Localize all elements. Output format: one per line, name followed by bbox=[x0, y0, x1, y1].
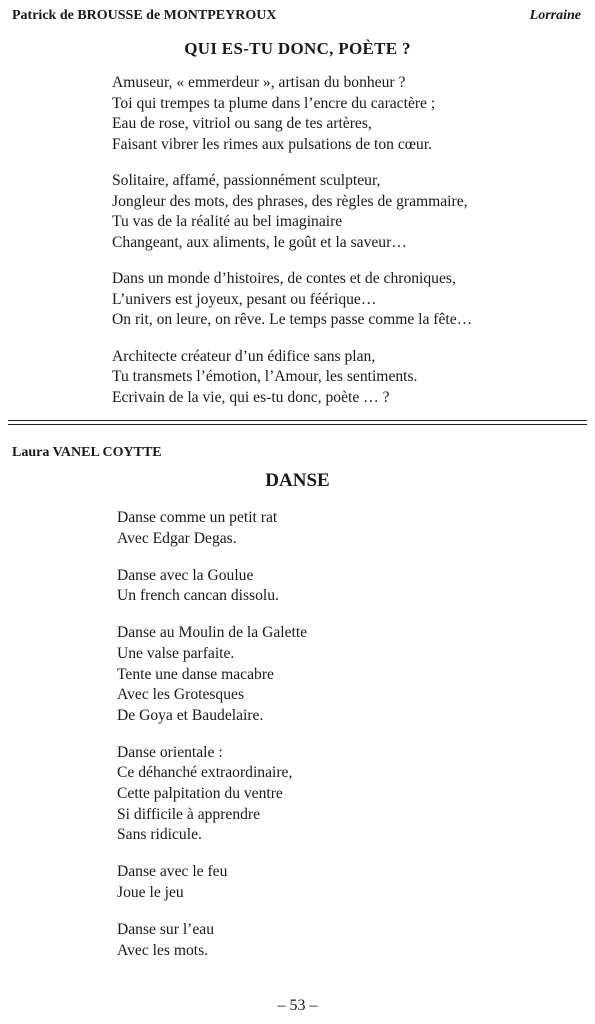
poem-body bbox=[112, 73, 472, 408]
poem-body bbox=[117, 508, 307, 961]
divider-rule bbox=[8, 420, 587, 421]
poem-line: Danse orientale : bbox=[117, 743, 223, 761]
poem-line: Jongleur des mots, des phrases, des règles de grammaire, bbox=[112, 192, 468, 210]
poem-line: Avec les Grotesques bbox=[117, 686, 245, 704]
author-name: Patrick de BROUSSE de MONTPEYROUX bbox=[12, 8, 277, 23]
poem-line: Solitaire, affamé, passionnément sculpteur, bbox=[112, 172, 381, 189]
poem-line: Danse au Moulin de la Galette bbox=[117, 624, 308, 642]
poem-line: Ce déhanché extraordinaire, bbox=[117, 764, 293, 782]
poem-line: L’univers est joyeux, pesant ou féérique… bbox=[112, 290, 377, 308]
poem-line: Une valse parfaite. bbox=[117, 644, 235, 662]
poem-line: Dans un monde d’histoires, de contes et de chroniques, bbox=[112, 270, 456, 287]
author-name: Laura VANEL COYTTE bbox=[12, 445, 162, 460]
poem-line: Tu vas de la réalité au bel imaginaire bbox=[112, 213, 343, 230]
page-number: – 53 – bbox=[277, 997, 318, 1014]
region-label: Lorraine bbox=[529, 8, 581, 23]
poem-line: Sans ridicule. bbox=[117, 826, 202, 844]
poem-line: De Goya et Baudelaire. bbox=[117, 706, 264, 724]
poem-line: Danse avec la Goulue bbox=[117, 566, 254, 584]
poem-line: On rit, on leure, on rêve. Le temps passe comme la fête… bbox=[112, 311, 473, 328]
poem-line: Joue le jeu bbox=[117, 883, 184, 901]
poem-line: Avec les mots. bbox=[117, 941, 209, 959]
poem-line: Ecrivain de la vie, qui es-tu donc, poète … ? bbox=[112, 388, 390, 406]
divider-rule bbox=[8, 424, 587, 425]
poem-line: Eau de rose, vitriol ou sang de tes artères, bbox=[112, 115, 372, 132]
poem-line: Tente une danse macabre bbox=[117, 665, 274, 683]
poem-line: Danse avec le feu bbox=[117, 863, 228, 881]
poem-line: Changeant, aux aliments, le goût et la saveur… bbox=[112, 233, 407, 251]
poem-line: Avec Edgar Degas. bbox=[117, 529, 237, 547]
poem-line: Tu transmets l’émotion, l’Amour, les sentiments. bbox=[112, 368, 418, 385]
poem-line: Si difficile à apprendre bbox=[117, 805, 261, 823]
poem-line: Amuseur, « emmerdeur », artisan du bonheur ? bbox=[112, 74, 406, 91]
poem-line: Cette palpitation du ventre bbox=[117, 785, 283, 803]
poem-title: QUI ES-TU DONC, POÈTE ? bbox=[184, 39, 411, 58]
poem-line: Toi qui trempes ta plume dans l’encre du caractère ; bbox=[112, 94, 436, 112]
poem-title: DANSE bbox=[265, 470, 330, 491]
poem-line: Danse sur l’eau bbox=[117, 921, 214, 938]
poem-line: Architecte créateur d’un édifice sans plan, bbox=[112, 347, 376, 365]
poem-line: Un french cancan dissolu. bbox=[117, 587, 279, 605]
poem-line: Danse comme un petit rat bbox=[117, 509, 278, 526]
poem-line: Faisant vibrer les rimes aux pulsations de ton cœur. bbox=[112, 135, 433, 153]
